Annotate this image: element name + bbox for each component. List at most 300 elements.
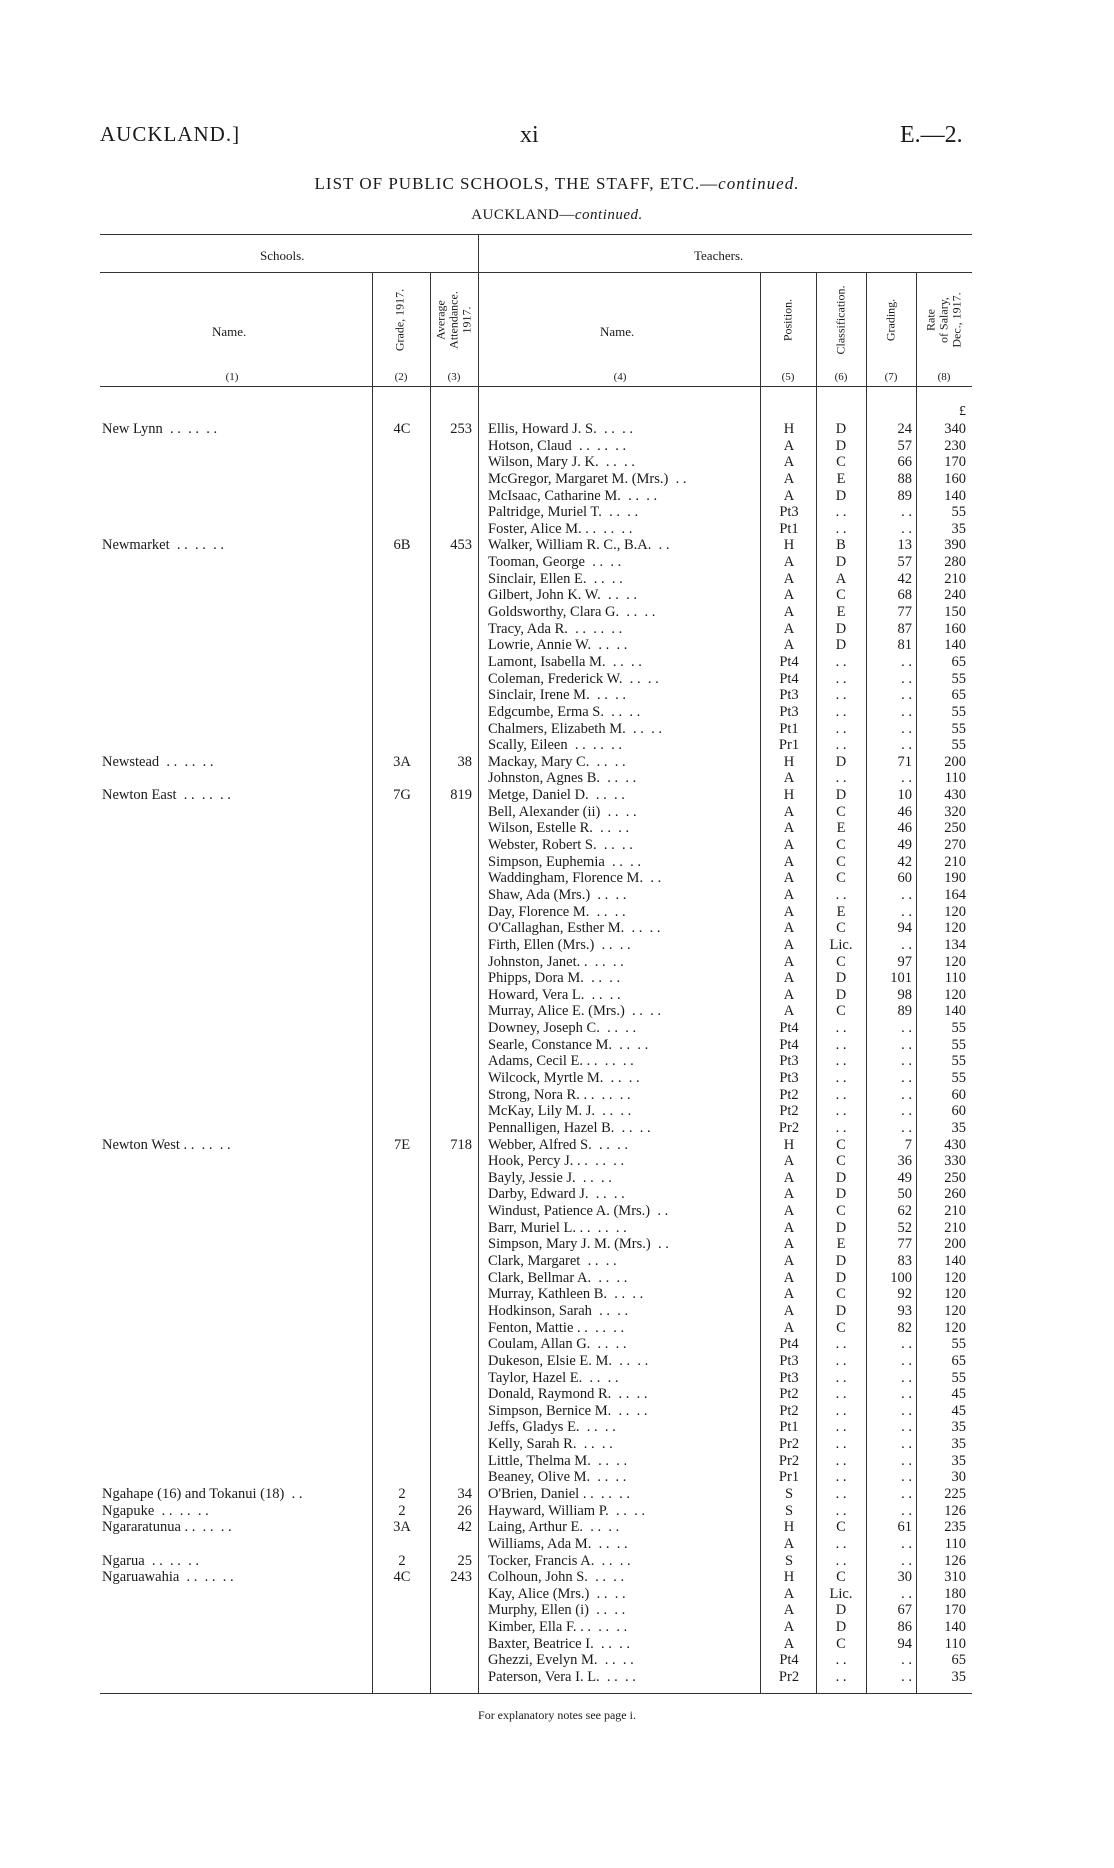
cell-teacher: Simpson, Bernice M. . . . . xyxy=(488,1402,648,1419)
cell-classification: . . xyxy=(835,1652,847,1669)
cell-rate: 120 xyxy=(944,1286,966,1303)
cell-rate: 65 xyxy=(951,1352,966,1369)
cell-grade xyxy=(372,954,432,971)
cell-position: Pt2 xyxy=(779,1386,799,1403)
cell-classification: . . xyxy=(835,687,847,704)
cell-teacher: Williams, Ada M. . . . . xyxy=(488,1535,628,1552)
cell-grading: 42 xyxy=(897,853,912,870)
cell-grade xyxy=(372,820,432,837)
cell-grading: 66 xyxy=(897,454,912,471)
cell-school xyxy=(102,1619,362,1636)
cell-rate: 170 xyxy=(944,454,966,471)
cell-teacher: Laing, Arthur E. . . . . xyxy=(488,1519,620,1536)
cell-rate: 430 xyxy=(944,1136,966,1153)
cell-school xyxy=(102,637,362,654)
cell-attendance xyxy=(432,1320,472,1337)
cell-grade xyxy=(372,454,432,471)
cell-attendance xyxy=(432,721,472,738)
cell-grading: . . xyxy=(901,1452,912,1469)
cell-grade xyxy=(372,920,432,937)
cell-teacher: Ellis, Howard J. S. . . . . xyxy=(488,421,633,437)
cell-classification: D xyxy=(835,421,847,437)
cell-teacher: Fenton, Mattie . . . . . . xyxy=(488,1319,625,1336)
cell-grading: 10 xyxy=(897,787,912,804)
cell-teacher: Hotson, Claud . . . . . . xyxy=(488,437,627,454)
cell-rate: 225 xyxy=(944,1486,966,1502)
cell-grading: 57 xyxy=(897,437,912,454)
col-school-name: Name. xyxy=(212,324,247,339)
cell-rate: 190 xyxy=(944,870,966,887)
cell-position: Pt3 xyxy=(779,687,799,704)
cell-school: Ngararatunua . . . . . . xyxy=(102,1519,232,1536)
cell-school xyxy=(102,1370,362,1387)
cell-rate: 30 xyxy=(951,1469,966,1486)
cell-position: A xyxy=(783,637,795,654)
cell-teacher: Murray, Kathleen B. . . . . xyxy=(488,1286,644,1303)
cell-teacher: O'Callaghan, Esther M. . . . . xyxy=(488,920,661,937)
cell-classification: B xyxy=(836,537,846,554)
cell-position: Pt3 xyxy=(779,1053,799,1070)
cell-classification: . . xyxy=(835,1502,847,1519)
cell-attendance xyxy=(432,604,472,621)
cell-teacher: Bell, Alexander (ii) . . . . xyxy=(488,803,637,820)
cell-classification: . . xyxy=(835,1452,847,1469)
cell-teacher: Simpson, Euphemia . . . . xyxy=(488,853,642,870)
cell-grading: . . xyxy=(901,1486,912,1502)
cell-teacher: Webster, Robert S. . . . . xyxy=(488,837,633,854)
cell-rate: 65 xyxy=(951,687,966,704)
cell-position: A xyxy=(783,554,795,571)
cell-teacher: Darby, Edward J. . . . . xyxy=(488,1186,625,1203)
header-left: AUCKLAND.] xyxy=(100,122,241,146)
cell-school xyxy=(102,1020,362,1037)
cell-rate: 55 xyxy=(951,1336,966,1353)
cell-attendance xyxy=(432,1403,472,1420)
cell-position: H xyxy=(783,421,795,437)
cell-teacher: Pennalligen, Hazel B. . . . . xyxy=(488,1119,651,1136)
cell-position: H xyxy=(783,537,795,554)
cell-position: Pt4 xyxy=(779,1020,799,1037)
cell-attendance xyxy=(432,1186,472,1203)
cell-school xyxy=(102,870,362,887)
cell-attendance xyxy=(432,1253,472,1270)
cell-school xyxy=(102,471,362,488)
cell-classification: . . xyxy=(835,1419,847,1436)
cell-teacher: Kelly, Sarah R. . . . . xyxy=(488,1436,613,1453)
cell-grading: 50 xyxy=(897,1186,912,1203)
cell-grade xyxy=(372,1053,432,1070)
cell-attendance xyxy=(432,920,472,937)
cell-grade: 2 xyxy=(398,1486,406,1502)
cell-rate: 235 xyxy=(944,1519,966,1536)
cell-attendance xyxy=(432,1536,472,1553)
cell-school xyxy=(102,521,362,538)
cell-attendance: 34 xyxy=(457,1486,472,1502)
cell-position: Pr2 xyxy=(778,1669,800,1686)
cell-classification: C xyxy=(836,870,846,887)
cell-school xyxy=(102,1536,362,1553)
cell-position: H xyxy=(783,1519,795,1536)
cell-classification: C xyxy=(836,1569,846,1586)
cell-classification: D xyxy=(835,620,847,637)
cell-attendance xyxy=(432,987,472,1004)
cell-teacher: Scally, Eileen . . . . . . xyxy=(488,737,622,754)
cell-rate: 134 xyxy=(944,936,966,953)
cell-grade xyxy=(372,1236,432,1253)
cell-teacher: Wilcock, Myrtle M. . . . . xyxy=(488,1069,640,1086)
cell-school xyxy=(102,1153,362,1170)
cell-position: Pt4 xyxy=(779,1652,799,1669)
cell-grade xyxy=(372,1320,432,1337)
cell-school xyxy=(102,454,362,471)
cell-classification: C xyxy=(836,1153,846,1170)
cell-school xyxy=(102,1320,362,1337)
cell-classification: . . xyxy=(835,670,847,687)
cell-position: A xyxy=(783,587,795,604)
cell-school xyxy=(102,604,362,621)
cell-teacher: Clark, Margaret . . . . xyxy=(488,1253,617,1270)
cell-grade xyxy=(372,637,432,654)
cell-classification: D xyxy=(835,753,847,770)
cell-teacher: McGregor, Margaret M. (Mrs.) . . xyxy=(488,470,687,487)
cell-rate: 164 xyxy=(944,886,966,903)
cell-rate: 55 xyxy=(951,1369,966,1386)
rule-v-rate xyxy=(916,272,917,1693)
rule-v-grading xyxy=(866,272,867,1693)
cell-teacher: Kay, Alice (Mrs.) . . . . xyxy=(488,1585,626,1602)
cell-classification: C xyxy=(836,1319,846,1336)
rule-v-position xyxy=(760,272,761,1693)
cell-classification: . . xyxy=(835,1053,847,1070)
cell-grade: 6B xyxy=(393,537,411,554)
cell-attendance: 453 xyxy=(450,537,472,554)
cell-attendance: 26 xyxy=(457,1502,472,1519)
cell-classification: C xyxy=(836,1286,846,1303)
cell-position: A xyxy=(783,470,795,487)
cell-rate: 55 xyxy=(951,504,966,521)
cell-attendance xyxy=(432,1469,472,1486)
cell-rate: 45 xyxy=(951,1386,966,1403)
cell-classification: . . xyxy=(835,1086,847,1103)
cell-attendance xyxy=(432,1070,472,1087)
colnum-3: (3) xyxy=(447,371,461,383)
cell-school xyxy=(102,1103,362,1120)
cell-position: A xyxy=(783,1169,795,1186)
cell-attendance xyxy=(432,571,472,588)
cell-teacher: Simpson, Mary J. M. (Mrs.) . . xyxy=(488,1236,669,1253)
col-attendance-line3: 1917. xyxy=(459,306,474,334)
cell-classification: . . xyxy=(835,520,847,537)
cell-grade xyxy=(372,1602,432,1619)
cell-grade xyxy=(372,1636,432,1653)
cell-position: A xyxy=(783,1602,795,1619)
cell-classification: D xyxy=(835,554,847,571)
cell-teacher: Johnston, Janet. . . . . . xyxy=(488,953,624,970)
cell-teacher: Metge, Daniel D. . . . . xyxy=(488,787,625,804)
cell-classification: C xyxy=(836,1519,846,1536)
cell-school xyxy=(102,1087,362,1104)
cell-rate: 430 xyxy=(944,787,966,804)
cell-attendance xyxy=(432,1087,472,1104)
cell-teacher: Foster, Alice M. . . . . . . xyxy=(488,520,633,537)
cell-rate: 200 xyxy=(944,1236,966,1253)
cell-rate: 230 xyxy=(944,437,966,454)
cell-classification: . . xyxy=(835,1552,847,1569)
cell-grade xyxy=(372,1652,432,1669)
cell-classification: . . xyxy=(835,1020,847,1037)
cell-grade xyxy=(372,521,432,538)
cell-teacher: Coulam, Allan G. . . . . xyxy=(488,1336,627,1353)
cell-position: S xyxy=(784,1486,794,1502)
cell-attendance xyxy=(432,1203,472,1220)
colnum-1: (1) xyxy=(225,371,239,383)
cell-grade: 7E xyxy=(393,1136,411,1153)
cell-attendance xyxy=(432,937,472,954)
cell-rate: 65 xyxy=(951,1652,966,1669)
cell-school xyxy=(102,1253,362,1270)
cell-position: A xyxy=(783,1253,795,1270)
cell-position: A xyxy=(783,1302,795,1319)
cell-classification: . . xyxy=(835,1386,847,1403)
cell-rate: 60 xyxy=(951,1086,966,1103)
cell-classification: . . xyxy=(835,720,847,737)
cell-teacher: Paltridge, Muriel T. . . . . xyxy=(488,504,639,521)
cell-teacher: Dukeson, Elsie E. M. . . . . xyxy=(488,1352,649,1369)
cell-attendance xyxy=(432,704,472,721)
cell-position: Pt1 xyxy=(779,720,799,737)
cell-position: A xyxy=(783,970,795,987)
cell-attendance xyxy=(432,1619,472,1636)
cell-position: A xyxy=(783,1153,795,1170)
cell-school: Newmarket . . . . . . xyxy=(102,537,225,554)
cell-grading: 46 xyxy=(897,803,912,820)
cell-rate: 110 xyxy=(944,1635,966,1652)
cell-grade xyxy=(372,438,432,455)
cell-school xyxy=(102,954,362,971)
cell-grading: . . xyxy=(901,1053,912,1070)
cell-teacher: Donald, Raymond R. . . . . xyxy=(488,1386,648,1403)
cell-grading: 88 xyxy=(897,470,912,487)
cell-position: A xyxy=(783,1286,795,1303)
page-subtitle-main: AUCKLAND— xyxy=(471,207,575,223)
cell-attendance xyxy=(432,1220,472,1237)
cell-classification: E xyxy=(836,820,846,837)
cell-classification: Lic. xyxy=(829,1585,853,1602)
cell-attendance xyxy=(432,1602,472,1619)
cell-teacher: Hook, Percy J. . . . . . . xyxy=(488,1153,625,1170)
cell-grading: 36 xyxy=(897,1153,912,1170)
cell-attendance xyxy=(432,770,472,787)
cell-rate: 390 xyxy=(944,537,966,554)
cell-grade xyxy=(372,1103,432,1120)
cell-school xyxy=(102,837,362,854)
cell-rate: 170 xyxy=(944,1602,966,1619)
cell-position: Pt4 xyxy=(779,1036,799,1053)
cell-classification: D xyxy=(835,1219,847,1236)
cell-grading: . . xyxy=(901,737,912,754)
cell-attendance xyxy=(432,820,472,837)
page-number: xi xyxy=(520,122,539,148)
col-grading: Grading. xyxy=(883,298,898,342)
cell-grade xyxy=(372,571,432,588)
cell-grading: . . xyxy=(901,1036,912,1053)
cell-attendance: 25 xyxy=(457,1552,472,1569)
cell-grade xyxy=(372,1070,432,1087)
cell-rate: 126 xyxy=(944,1552,966,1569)
cell-grading: . . xyxy=(901,1386,912,1403)
cell-teacher: Firth, Ellen (Mrs.) . . . . xyxy=(488,936,631,953)
col-grade: Grade, 1917. xyxy=(392,288,407,352)
cell-position: A xyxy=(783,1186,795,1203)
col-classification: Classification. xyxy=(833,285,848,355)
cell-grading: 46 xyxy=(897,820,912,837)
cell-rate: 60 xyxy=(951,1103,966,1120)
cell-school xyxy=(102,1669,362,1686)
cell-rate: 150 xyxy=(944,604,966,621)
cell-grading: 77 xyxy=(897,604,912,621)
cell-position: H xyxy=(783,1569,795,1586)
cell-classification: D xyxy=(835,437,847,454)
col-teacher-name: Name. xyxy=(600,324,635,339)
cell-rate: 160 xyxy=(944,620,966,637)
cell-grading: . . xyxy=(901,504,912,521)
cell-grading: 97 xyxy=(897,953,912,970)
cell-rate: 310 xyxy=(944,1569,966,1586)
colnum-6: (6) xyxy=(834,371,848,383)
cell-school xyxy=(102,987,362,1004)
cell-school xyxy=(102,937,362,954)
cell-school xyxy=(102,1403,362,1420)
cell-position: A xyxy=(783,437,795,454)
cell-grading: . . xyxy=(901,770,912,787)
header-right: E.—2. xyxy=(900,122,963,148)
cell-school xyxy=(102,1353,362,1370)
cell-school xyxy=(102,721,362,738)
cell-classification: E xyxy=(836,903,846,920)
cell-grade xyxy=(372,1286,432,1303)
cell-school xyxy=(102,571,362,588)
cell-attendance xyxy=(432,1020,472,1037)
cell-teacher: Tocker, Francis A. . . . . xyxy=(488,1552,631,1569)
cell-classification: C xyxy=(836,920,846,937)
page-title xyxy=(0,174,1114,194)
cell-attendance xyxy=(432,1103,472,1120)
cell-rate: 55 xyxy=(951,1020,966,1037)
cell-rate: 260 xyxy=(944,1186,966,1203)
cell-school xyxy=(102,1186,362,1203)
cell-grading: 52 xyxy=(897,1219,912,1236)
cell-classification: D xyxy=(835,1619,847,1636)
cell-position: A xyxy=(783,454,795,471)
cell-grading: . . xyxy=(901,1103,912,1120)
cell-teacher: Murray, Alice E. (Mrs.) . . . . xyxy=(488,1003,662,1020)
cell-position: Pt3 xyxy=(779,1069,799,1086)
cell-attendance xyxy=(432,1669,472,1686)
cell-grade xyxy=(372,1586,432,1603)
cell-position: A xyxy=(783,1619,795,1636)
cell-attendance xyxy=(432,471,472,488)
cell-teacher: Lamont, Isabella M. . . . . xyxy=(488,653,642,670)
cell-classification: E xyxy=(836,470,846,487)
cell-school: Newstead . . . . . . xyxy=(102,753,214,770)
cell-grade xyxy=(372,970,432,987)
cell-classification: . . xyxy=(835,1669,847,1686)
grading-column xyxy=(868,421,912,1686)
cell-grading: 24 xyxy=(897,421,912,437)
cell-classification: . . xyxy=(835,1036,847,1053)
cell-grade xyxy=(372,1003,432,1020)
cell-teacher: Edgcumbe, Erma S. . . . . xyxy=(488,703,641,720)
cell-rate: 250 xyxy=(944,1169,966,1186)
cell-position: Pt4 xyxy=(779,670,799,687)
cell-attendance xyxy=(432,1120,472,1137)
cell-rate: 120 xyxy=(944,1302,966,1319)
cell-grading: 62 xyxy=(897,1203,912,1220)
cell-position: H xyxy=(783,787,795,804)
cell-school xyxy=(102,770,362,787)
cell-rate: 320 xyxy=(944,803,966,820)
cell-classification: E xyxy=(836,604,846,621)
cell-school xyxy=(102,970,362,987)
cell-grading: 68 xyxy=(897,587,912,604)
cell-attendance xyxy=(432,1286,472,1303)
cell-grade xyxy=(372,1186,432,1203)
page-subtitle xyxy=(0,207,1114,224)
cell-attendance xyxy=(432,1586,472,1603)
cell-teacher: Sinclair, Ellen E. . . . . xyxy=(488,570,623,587)
cell-rate: 140 xyxy=(944,487,966,504)
cell-grade xyxy=(372,1037,432,1054)
cell-grading: . . xyxy=(901,1336,912,1353)
footer-note: For explanatory notes see page i. xyxy=(478,1708,636,1722)
cell-grading: . . xyxy=(901,1669,912,1686)
cell-school xyxy=(102,1419,362,1436)
cell-school xyxy=(102,671,362,688)
cell-school xyxy=(102,1003,362,1020)
position-column xyxy=(762,421,816,1686)
cell-grade xyxy=(372,604,432,621)
cell-grading: 71 xyxy=(897,753,912,770)
cell-classification: Lic. xyxy=(829,936,853,953)
cell-grade xyxy=(372,1353,432,1370)
cell-teacher: Jeffs, Gladys E. . . . . xyxy=(488,1419,616,1436)
teacher-name-column xyxy=(488,421,760,1686)
cell-position: A xyxy=(783,1203,795,1220)
cell-grading: . . xyxy=(901,936,912,953)
cell-grade xyxy=(372,1087,432,1104)
cell-classification: C xyxy=(836,953,846,970)
cell-attendance xyxy=(432,1053,472,1070)
cell-grade xyxy=(372,770,432,787)
cell-grade: 2 xyxy=(398,1502,406,1519)
cell-position: A xyxy=(783,853,795,870)
cell-school xyxy=(102,654,362,671)
cell-school xyxy=(102,1303,362,1320)
cell-grade xyxy=(372,1153,432,1170)
cell-classification: D xyxy=(835,1302,847,1319)
cell-grading: . . xyxy=(901,720,912,737)
cell-attendance xyxy=(432,671,472,688)
cell-grading: . . xyxy=(901,687,912,704)
cell-attendance xyxy=(432,1652,472,1669)
col-attendance-line2: Attendance. xyxy=(446,291,461,349)
cell-position: A xyxy=(783,1236,795,1253)
classification-column xyxy=(816,421,866,1686)
cell-teacher: Bayly, Jessie J. . . . . xyxy=(488,1169,612,1186)
currency-symbol: £ xyxy=(959,404,966,419)
cell-rate: 140 xyxy=(944,1619,966,1636)
cell-school: Ngahape (16) and Tokanui (18) . . xyxy=(102,1486,303,1502)
